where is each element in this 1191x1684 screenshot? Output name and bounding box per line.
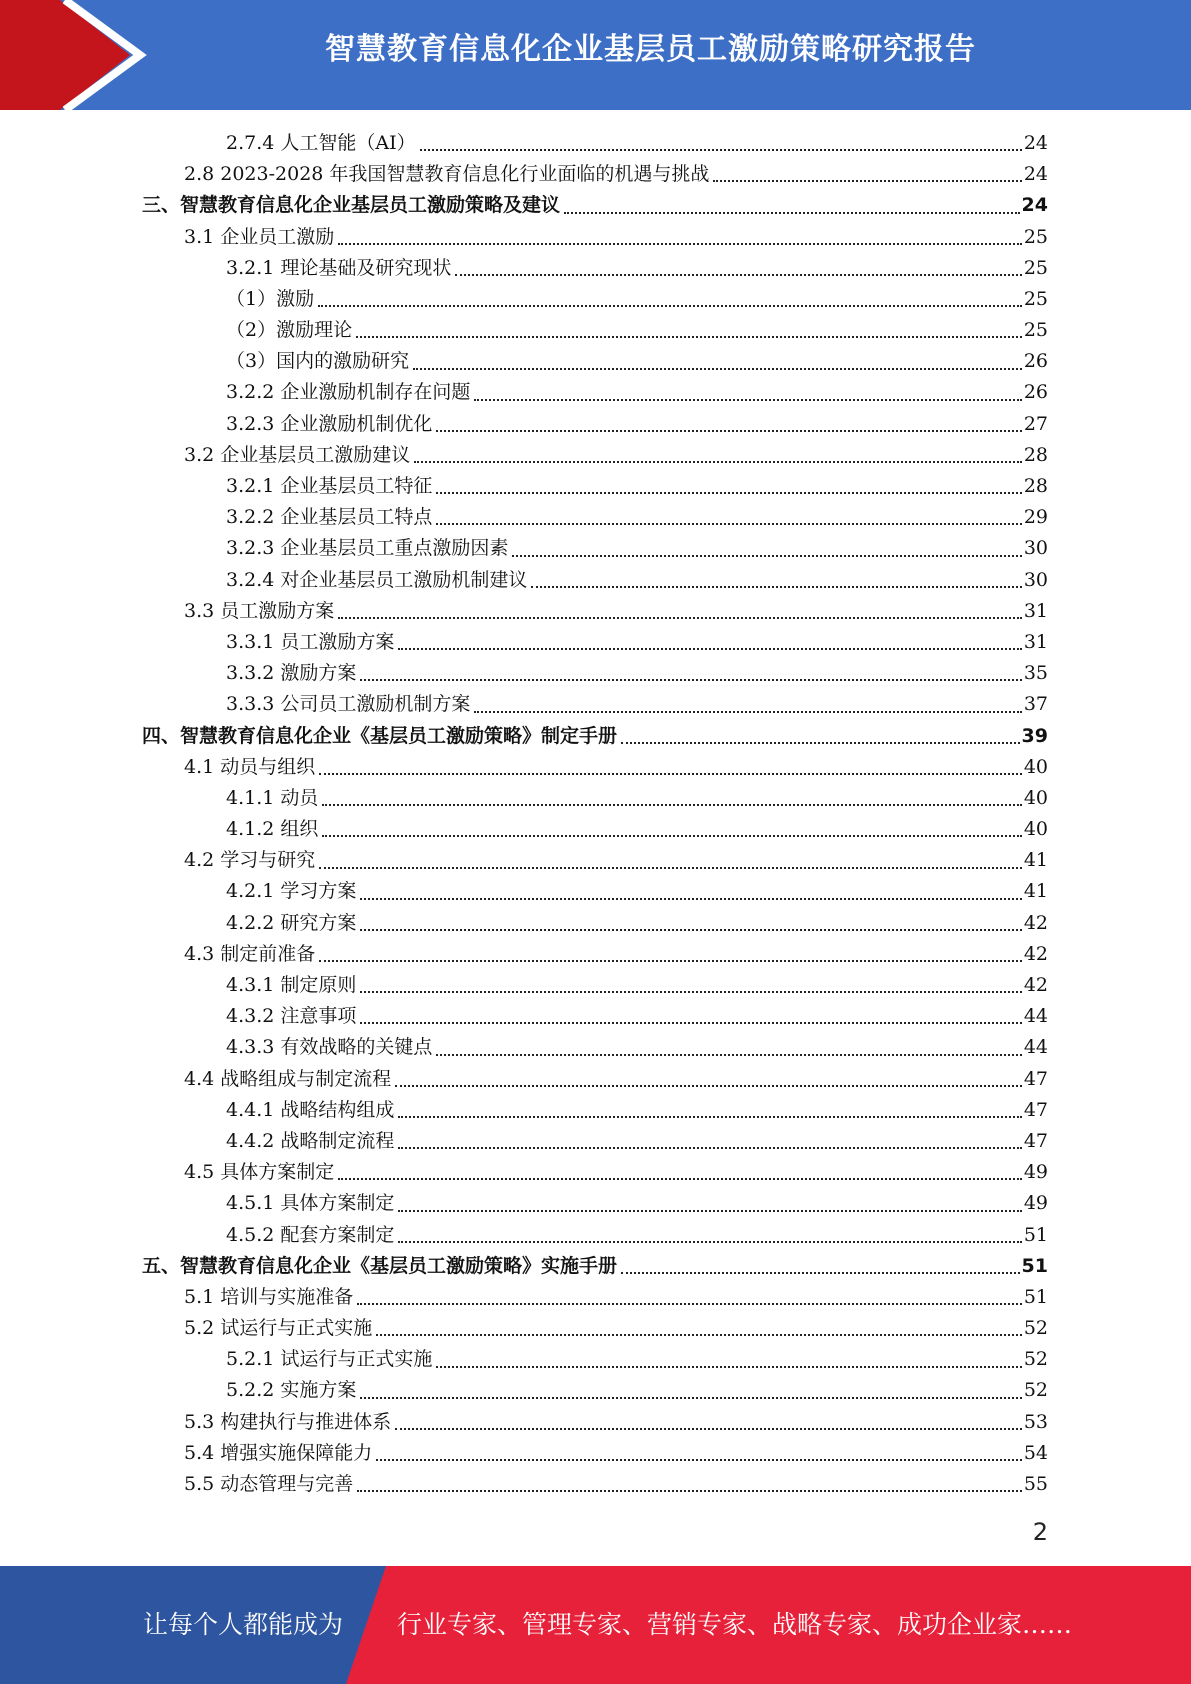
toc-entry[interactable] xyxy=(142,814,1048,845)
toc-dot-leader xyxy=(436,1054,1021,1056)
toc-entry[interactable] xyxy=(142,783,1048,814)
toc-entry-page: 37 xyxy=(1023,693,1048,716)
toc-entry-label: 五、智慧教育信息化企业《基层员工激励策略》实施手册 xyxy=(142,1254,618,1277)
toc-dot-leader xyxy=(338,617,1022,619)
toc-entry[interactable] xyxy=(142,877,1048,908)
toc-entry[interactable] xyxy=(142,845,1048,876)
toc-dot-leader xyxy=(474,399,1021,401)
toc-entry-label: 5.2.2 实施方案 xyxy=(226,1379,357,1402)
toc-entry-label: 5.2.1 试运行与正式实施 xyxy=(226,1348,433,1371)
toc-dot-leader xyxy=(319,867,1022,869)
toc-entry-label: 3.2.2 企业激励机制存在问题 xyxy=(226,381,471,404)
toc-dot-leader xyxy=(376,1334,1022,1336)
footer-slogan-left: 让每个人都能成为 xyxy=(143,1610,344,1639)
toc-dot-leader xyxy=(436,1366,1021,1368)
toc-entry-page: 51 xyxy=(1023,1285,1048,1308)
toc-entry-label: 4.5 具体方案制定 xyxy=(184,1161,335,1184)
toc-entry[interactable] xyxy=(142,1313,1048,1344)
toc-entry[interactable] xyxy=(142,502,1048,533)
toc-entry-page: 44 xyxy=(1023,1005,1048,1028)
header-arrow-icon xyxy=(0,0,160,110)
document-title: 智慧教育信息化企业基层员工激励策略研究报告 xyxy=(325,32,976,67)
toc-entry-page: 52 xyxy=(1023,1317,1048,1340)
toc-dot-leader xyxy=(360,679,1021,681)
toc-entry-label: 4.4.2 战略制定流程 xyxy=(226,1129,395,1152)
toc-dot-leader xyxy=(360,1022,1021,1024)
toc-entry[interactable] xyxy=(142,284,1048,315)
toc-entry[interactable] xyxy=(142,596,1048,627)
toc-entry[interactable] xyxy=(142,190,1048,221)
toc-entry[interactable] xyxy=(142,1376,1048,1407)
toc-entry[interactable] xyxy=(142,1282,1048,1313)
toc-entry-page: 52 xyxy=(1023,1348,1048,1371)
toc-entry-page: 54 xyxy=(1023,1441,1048,1464)
toc-entry[interactable] xyxy=(142,1126,1048,1157)
toc-entry-page: 47 xyxy=(1023,1129,1048,1152)
toc-entry-label: 3.3.1 员工激励方案 xyxy=(226,630,395,653)
toc-entry[interactable] xyxy=(142,1344,1048,1375)
toc-dot-leader xyxy=(621,1272,1020,1274)
toc-entry-page: 25 xyxy=(1023,287,1048,310)
toc-entry-page: 25 xyxy=(1023,256,1048,279)
toc-dot-leader xyxy=(621,742,1020,744)
toc-entry-label: 3.2.2 企业基层员工特点 xyxy=(226,506,433,529)
toc-entry-label: （1）激励 xyxy=(226,287,315,310)
toc-entry-label: 3.2.4 对企业基层员工激励机制建议 xyxy=(226,568,528,591)
toc-entry-label: 3.3 员工激励方案 xyxy=(184,599,335,622)
toc-dot-leader xyxy=(713,180,1021,182)
toc-dot-leader xyxy=(338,243,1022,245)
toc-entry-label: 5.4 增强实施保障能力 xyxy=(184,1441,373,1464)
toc-entry-page: 24 xyxy=(1023,163,1048,186)
toc-entry-label: 5.3 构建执行与推进体系 xyxy=(184,1410,392,1433)
toc-entry[interactable] xyxy=(142,378,1048,409)
toc-entry-label: 4.5.2 配套方案制定 xyxy=(226,1223,395,1246)
toc-dot-leader xyxy=(338,1178,1022,1180)
toc-dot-leader xyxy=(322,804,1021,806)
toc-dot-leader xyxy=(319,960,1022,962)
toc-dot-leader xyxy=(436,523,1021,525)
toc-entry[interactable] xyxy=(142,1251,1048,1282)
toc-entry[interactable] xyxy=(142,1407,1048,1438)
toc-entry[interactable] xyxy=(142,222,1048,253)
toc-entry-label: 5.5 动态管理与完善 xyxy=(184,1473,354,1496)
toc-entry[interactable] xyxy=(142,565,1048,596)
toc-dot-leader xyxy=(360,898,1021,900)
toc-entry-page: 27 xyxy=(1023,412,1048,435)
toc-entry-page: 49 xyxy=(1023,1161,1048,1184)
toc-dot-leader xyxy=(319,773,1022,775)
toc-entry[interactable] xyxy=(142,752,1048,783)
footer-bar xyxy=(0,1566,1191,1684)
toc-entry-label: 3.2 企业基层员工激励建议 xyxy=(184,443,411,466)
toc-dot-leader xyxy=(322,835,1021,837)
toc-entry-page: 31 xyxy=(1023,599,1048,622)
toc-entry-label: 3.2.1 企业基层员工特征 xyxy=(226,475,433,498)
toc-dot-leader xyxy=(398,1147,1021,1149)
toc-dot-leader xyxy=(360,929,1021,931)
toc-entry-label: 4.3 制定前准备 xyxy=(184,942,316,965)
toc-entry-label: 4.3.1 制定原则 xyxy=(226,974,357,997)
toc-entry-label: 2.7.4 人工智能（AI） xyxy=(226,131,416,154)
toc-entry-label: 三、智慧教育信息化企业基层员工激励策略及建议 xyxy=(142,194,561,217)
toc-entry[interactable] xyxy=(142,471,1048,502)
toc-entry-label: 4.2.2 研究方案 xyxy=(226,911,357,934)
toc-dot-leader xyxy=(455,274,1021,276)
toc-dot-leader xyxy=(564,212,1020,214)
toc-entry-page: 24 xyxy=(1023,131,1048,154)
toc-entry-label: 4.1.2 组织 xyxy=(226,818,319,841)
toc-entry[interactable] xyxy=(142,721,1048,752)
table-of-contents xyxy=(142,128,1048,1500)
toc-entry-page: 28 xyxy=(1023,443,1048,466)
toc-entry[interactable] xyxy=(142,627,1048,658)
toc-entry-label: 4.1 动员与组织 xyxy=(184,755,316,778)
toc-entry-page: 47 xyxy=(1023,1067,1048,1090)
toc-entry[interactable] xyxy=(142,658,1048,689)
toc-entry-page: 35 xyxy=(1023,662,1048,685)
toc-entry-label: 3.1 企业员工激励 xyxy=(184,225,335,248)
footer-slogan-right: 行业专家、管理专家、营销专家、战略专家、成功企业家…… xyxy=(397,1610,1073,1639)
toc-entry-page: 42 xyxy=(1023,974,1048,997)
toc-entry-page: 53 xyxy=(1023,1410,1048,1433)
toc-entry-label: 3.2.1 理论基础及研究现状 xyxy=(226,256,452,279)
toc-entry[interactable] xyxy=(142,908,1048,939)
toc-dot-leader xyxy=(395,1428,1022,1430)
toc-entry-page: 39 xyxy=(1021,724,1048,747)
toc-dot-leader xyxy=(531,586,1021,588)
toc-entry-label: 5.1 培训与实施准备 xyxy=(184,1285,354,1308)
toc-entry[interactable] xyxy=(142,533,1048,564)
toc-entry-label: 3.2.3 企业基层员工重点激励因素 xyxy=(226,537,509,560)
toc-entry[interactable] xyxy=(142,409,1048,440)
toc-dot-leader xyxy=(420,149,1022,151)
toc-dot-leader xyxy=(360,1397,1021,1399)
toc-entry-page: 49 xyxy=(1023,1192,1048,1215)
toc-entry-page: 55 xyxy=(1023,1473,1048,1496)
toc-entry[interactable] xyxy=(142,253,1048,284)
toc-entry-page: 52 xyxy=(1023,1379,1048,1402)
toc-entry[interactable] xyxy=(142,1469,1048,1500)
toc-dot-leader xyxy=(436,492,1021,494)
toc-entry[interactable] xyxy=(142,159,1048,190)
toc-entry-page: 30 xyxy=(1023,537,1048,560)
toc-entry-label: 5.2 试运行与正式实施 xyxy=(184,1317,373,1340)
toc-dot-leader xyxy=(414,461,1022,463)
toc-entry-page: 30 xyxy=(1023,568,1048,591)
toc-entry-label: 4.3.2 注意事项 xyxy=(226,1005,357,1028)
toc-dot-leader xyxy=(398,1210,1021,1212)
toc-dot-leader xyxy=(512,555,1021,557)
toc-entry-label: 3.2.3 企业激励机制优化 xyxy=(226,412,433,435)
toc-entry-page: 44 xyxy=(1023,1036,1048,1059)
toc-entry[interactable] xyxy=(142,1001,1048,1032)
toc-entry-label: （3）国内的激励研究 xyxy=(226,350,410,373)
toc-dot-leader xyxy=(398,1116,1021,1118)
page-number: 2 xyxy=(1032,1518,1048,1546)
toc-dot-leader xyxy=(436,430,1021,432)
toc-dot-leader xyxy=(376,1459,1022,1461)
toc-entry-page: 51 xyxy=(1023,1223,1048,1246)
toc-entry-page: 40 xyxy=(1023,818,1048,841)
toc-entry-label: 4.2 学习与研究 xyxy=(184,849,316,872)
toc-entry[interactable] xyxy=(142,1064,1048,1095)
toc-dot-leader xyxy=(398,648,1021,650)
toc-dot-leader xyxy=(395,1085,1022,1087)
toc-entry[interactable] xyxy=(142,1157,1048,1188)
toc-dot-leader xyxy=(413,368,1022,370)
toc-entry[interactable] xyxy=(142,1032,1048,1063)
toc-entry[interactable] xyxy=(142,346,1048,377)
toc-entry-page: 40 xyxy=(1023,755,1048,778)
toc-entry[interactable] xyxy=(142,970,1048,1001)
toc-entry-page: 26 xyxy=(1023,350,1048,373)
toc-entry[interactable] xyxy=(142,1188,1048,1219)
toc-entry-page: 41 xyxy=(1023,849,1048,872)
toc-dot-leader xyxy=(356,336,1022,338)
toc-entry-page: 31 xyxy=(1023,630,1048,653)
toc-entry[interactable] xyxy=(142,689,1048,720)
toc-entry-label: 3.3.3 公司员工激励机制方案 xyxy=(226,693,471,716)
toc-entry[interactable] xyxy=(142,1438,1048,1469)
toc-entry-page: 51 xyxy=(1021,1254,1048,1277)
toc-entry-label: 4.3.3 有效战略的关键点 xyxy=(226,1036,433,1059)
toc-entry-label: 2.8 2023-2028 年我国智慧教育信息化行业面临的机遇与挑战 xyxy=(184,163,710,186)
toc-dot-leader xyxy=(360,991,1021,993)
toc-entry-label: 4.4 战略组成与制定流程 xyxy=(184,1067,392,1090)
toc-dot-leader xyxy=(398,1241,1021,1243)
toc-entry-label: 四、智慧教育信息化企业《基层员工激励策略》制定手册 xyxy=(142,724,618,747)
toc-entry-page: 24 xyxy=(1021,194,1048,217)
toc-dot-leader xyxy=(474,711,1021,713)
toc-entry-page: 25 xyxy=(1023,319,1048,342)
toc-entry[interactable] xyxy=(142,128,1048,159)
header-bar xyxy=(0,0,1191,110)
toc-entry-label: 4.2.1 学习方案 xyxy=(226,880,357,903)
toc-entry-page: 42 xyxy=(1023,942,1048,965)
toc-entry[interactable] xyxy=(142,1095,1048,1126)
toc-entry-page: 41 xyxy=(1023,880,1048,903)
toc-entry-label: （2）激励理论 xyxy=(226,319,353,342)
toc-entry[interactable] xyxy=(142,315,1048,346)
toc-entry-page: 26 xyxy=(1023,381,1048,404)
toc-entry-page: 28 xyxy=(1023,475,1048,498)
toc-entry[interactable] xyxy=(142,440,1048,471)
toc-dot-leader xyxy=(318,305,1022,307)
toc-entry-label: 4.1.1 动员 xyxy=(226,786,319,809)
toc-entry[interactable] xyxy=(142,1220,1048,1251)
toc-entry-page: 25 xyxy=(1023,225,1048,248)
toc-entry-page: 47 xyxy=(1023,1098,1048,1121)
toc-entry-label: 4.5.1 具体方案制定 xyxy=(226,1192,395,1215)
toc-entry[interactable] xyxy=(142,939,1048,970)
toc-entry-page: 29 xyxy=(1023,506,1048,529)
toc-entry-label: 4.4.1 战略结构组成 xyxy=(226,1098,395,1121)
toc-dot-leader xyxy=(357,1490,1022,1492)
toc-entry-page: 40 xyxy=(1023,786,1048,809)
toc-dot-leader xyxy=(357,1303,1022,1305)
toc-entry-page: 42 xyxy=(1023,911,1048,934)
toc-entry-label: 3.3.2 激励方案 xyxy=(226,662,357,685)
